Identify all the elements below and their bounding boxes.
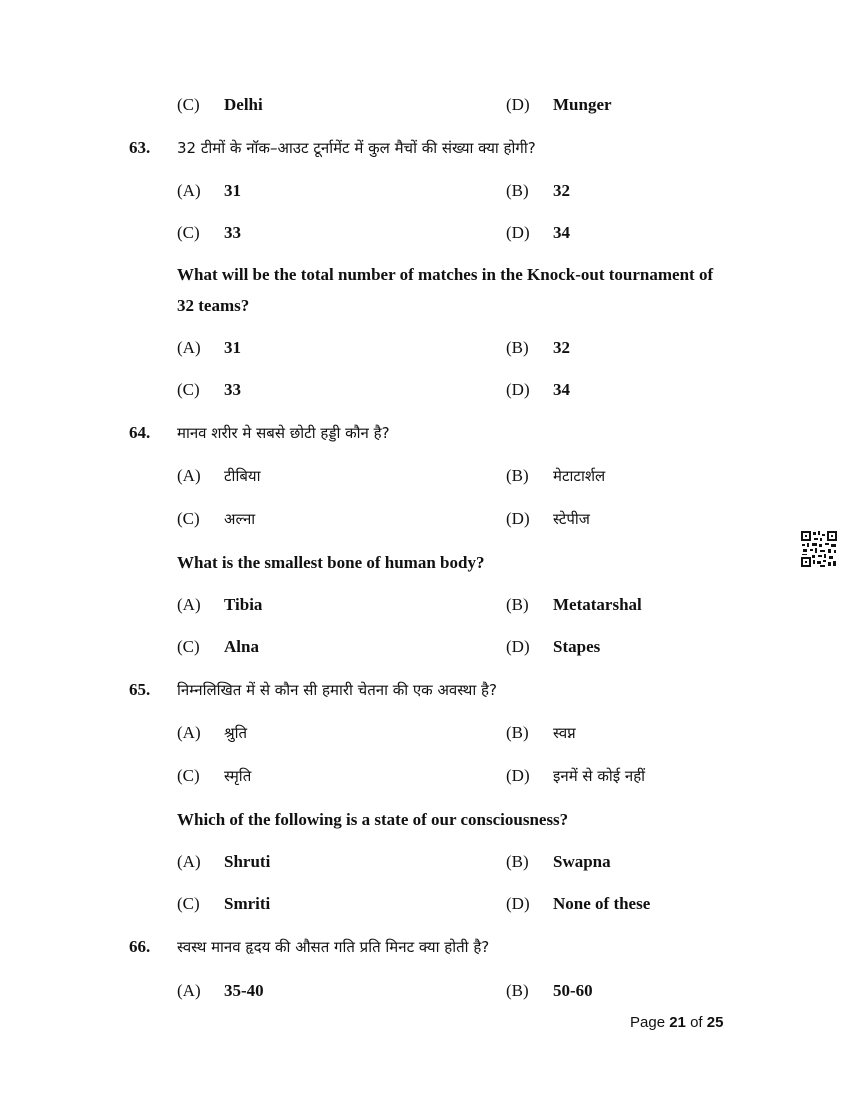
question-63: [0, 136, 850, 160]
option-text: टीबिया: [224, 467, 261, 485]
question-number: 66.: [129, 937, 151, 956]
option-row: [0, 721, 850, 745]
option-label: (C): [177, 223, 200, 242]
option-label: (A): [177, 338, 201, 357]
option-text: Smriti: [224, 894, 271, 913]
option-text: Shruti: [224, 852, 271, 871]
question-66: [0, 935, 850, 959]
option-text: स्मृति: [224, 767, 252, 785]
page-footer: [630, 1014, 723, 1031]
option-label: (C): [177, 894, 200, 913]
option-label: (C): [177, 637, 200, 656]
option-label: (A): [177, 466, 201, 485]
page-total: 25: [706, 1014, 724, 1031]
option-text: 33: [224, 380, 241, 399]
option-row: [0, 850, 850, 874]
question-text-hindi: मानव शरीर मे सबसे छोटी हड्डी कौन है?: [177, 424, 390, 442]
option-label: (A): [177, 595, 201, 614]
option-text: Tibia: [224, 595, 263, 614]
option-text: Alna: [224, 637, 259, 656]
option-text: 33: [224, 223, 241, 242]
option-row: [0, 507, 850, 531]
option-text: 35-40: [224, 981, 264, 1000]
option-row: [0, 179, 850, 203]
question-text-hindi: निम्नलिखित में से कौन सी हमारी चेतना की एक अवस्था है?: [177, 681, 497, 699]
option-text: स्टेपीज: [553, 510, 590, 528]
option-text: स्वप्न: [553, 724, 576, 742]
option-label: (B): [506, 466, 529, 485]
question-text-line: What is the smallest bone of human body?: [177, 553, 485, 572]
option-row: [0, 464, 850, 488]
option-text: 31: [224, 181, 241, 200]
question-number: 65.: [129, 680, 151, 699]
question-text-english: [0, 294, 850, 318]
option-label: (C): [177, 766, 200, 785]
option-label: (B): [506, 723, 529, 742]
option-label: (D): [506, 637, 530, 656]
option-label: (C): [177, 380, 200, 399]
option-text: अल्ना: [224, 510, 256, 528]
option-row: [0, 593, 850, 617]
option-label: (B): [506, 852, 529, 871]
option-text: 31: [224, 338, 241, 357]
page-word: Page: [630, 1014, 666, 1031]
question-text-line: Which of the following is a state of our consciousness?: [177, 810, 569, 829]
option-text: 50-60: [553, 981, 593, 1000]
option-label: (B): [506, 338, 529, 357]
question-text-line: 32 teams?: [177, 296, 250, 315]
question-text-english: [0, 808, 850, 832]
option-label: (C): [177, 509, 200, 528]
option-label: (C): [177, 95, 200, 114]
question-text-hindi: स्वस्थ मानव हृदय की औसत गति प्रति मिनट क्या होती है?: [177, 938, 490, 956]
option-label: (D): [506, 766, 530, 785]
option-row: [0, 635, 850, 659]
option-text: None of these: [553, 894, 651, 913]
option-text: Swapna: [553, 852, 611, 871]
option-row: [0, 221, 850, 245]
option-text: 32: [553, 181, 570, 200]
option-text: श्रुति: [224, 724, 248, 742]
option-label: (D): [506, 380, 530, 399]
option-label: (D): [506, 509, 530, 528]
option-label: (B): [506, 981, 529, 1000]
option-text: Stapes: [553, 637, 601, 656]
question-number: 64.: [129, 423, 151, 442]
option-text: Munger: [553, 95, 612, 114]
option-label: (A): [177, 181, 201, 200]
of-word: of: [690, 1014, 703, 1031]
question-text-hindi: 32 टीमों के नॉक–आउट टूर्नामेंट में कुल मैचों की संख्या क्या होगी?: [177, 139, 536, 157]
question-number: 63.: [129, 138, 151, 157]
option-text: 34: [553, 380, 570, 399]
option-text: 34: [553, 223, 570, 242]
option-label: (A): [177, 723, 201, 742]
option-label: (D): [506, 223, 530, 242]
question-64: [0, 421, 850, 445]
question-65: [0, 678, 850, 702]
option-label: (B): [506, 595, 529, 614]
option-text: Delhi: [224, 95, 263, 114]
option-row: [0, 93, 850, 117]
option-text: इनमें से कोई नहीं: [553, 767, 646, 785]
option-label: (D): [506, 894, 530, 913]
question-text-english: [0, 263, 850, 287]
option-row: [0, 764, 850, 788]
option-row: [0, 892, 850, 916]
option-row: [0, 979, 850, 1003]
question-text-english: [0, 551, 850, 575]
option-row: [0, 378, 850, 402]
option-label: (A): [177, 852, 201, 871]
option-label: (B): [506, 181, 529, 200]
option-text: Metatarshal: [553, 595, 642, 614]
option-text: 32: [553, 338, 570, 357]
question-text-line: What will be the total number of matches in the Knock-out tournament of: [177, 265, 714, 284]
qr-code-icon: [800, 530, 838, 568]
option-label: (A): [177, 981, 201, 1000]
option-text: मेटाटार्शल: [553, 467, 606, 485]
option-row: [0, 336, 850, 360]
page-number: 21: [669, 1014, 686, 1031]
option-label: (D): [506, 95, 530, 114]
